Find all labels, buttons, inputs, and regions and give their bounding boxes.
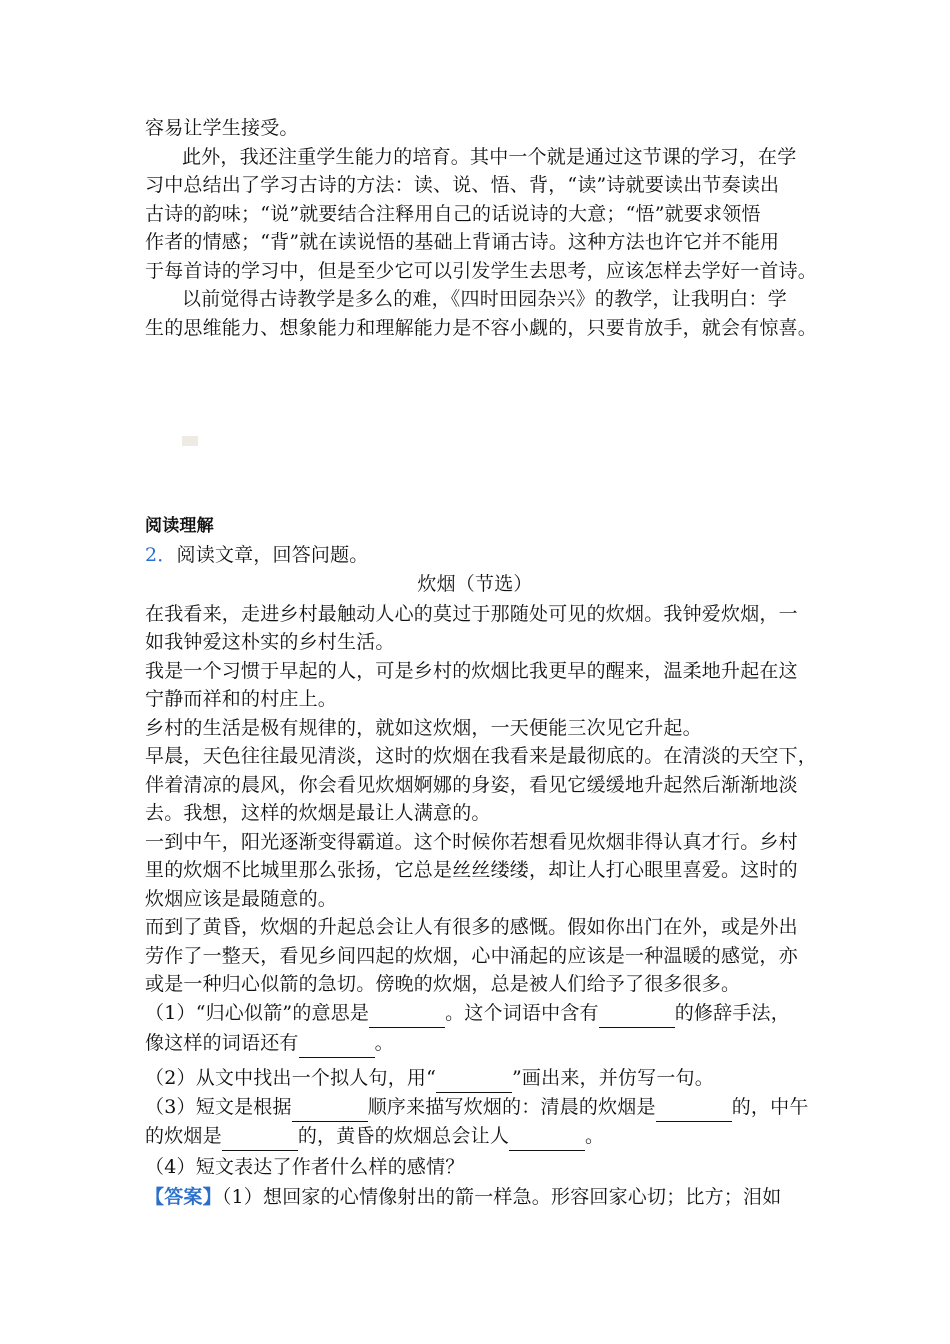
sub-question-3-line-2: [145, 1122, 604, 1151]
sub-question-1-line-1: [145, 999, 790, 1028]
paragraph-line: 容易让学生接受。: [145, 117, 299, 139]
question-text: 。: [585, 1125, 605, 1147]
paragraph-line: 以前觉得古诗教学是多么的难，《四时田园杂兴》的教学，让我明白：学: [182, 288, 787, 310]
answer-blank[interactable]: [299, 1029, 375, 1058]
article-line: 伴着清凉的晨风，你会看见炊烟婀娜的身姿，看见它缓缓地升起然后渐渐地淡: [145, 774, 798, 796]
question-text: ”画出来，并仿写一句。: [512, 1067, 714, 1089]
article-line: 我是一个习惯于早起的人，可是乡村的炊烟比我更早的醒来，温柔地升起在这: [145, 660, 798, 682]
article-line: 早晨，天色往往最见清淡，这时的炊烟在我看来是最彻底的。在清淡的天空下，: [145, 745, 818, 767]
answer-blank[interactable]: [436, 1064, 512, 1093]
article-line: 一到中午，阳光逐渐变得霸道。这个时候你若想看见炊烟非得认真才行。乡村: [145, 831, 798, 853]
sub-question-2: [145, 1064, 714, 1093]
paragraph-line: 作者的情感；“背”就在读说悟的基础上背诵古诗。这种方法也许它并不能用: [145, 231, 780, 253]
article-line: 而到了黄昏，炊烟的升起总会让人有很多的感慨。假如你出门在外，或是外出: [145, 916, 798, 938]
answer-blank[interactable]: [369, 999, 445, 1028]
question-text: 。: [374, 1032, 394, 1054]
paragraph-line: 古诗的韵味；“说”就要结合注释用自己的话说诗的大意；“悟”就要求领悟: [145, 203, 761, 225]
question-text: 的，黄昏的炊烟总会让人: [297, 1125, 510, 1147]
question-prompt: 阅读文章，回答问题。: [176, 544, 369, 566]
article-line: 宁静而祥和的村庄上。: [145, 688, 338, 710]
section-heading: 阅读理解: [145, 516, 214, 536]
article-line: 去。我想，这样的炊烟是最让人满意的。: [145, 802, 491, 824]
answer-blank[interactable]: [222, 1122, 298, 1151]
answer-blank[interactable]: [656, 1093, 732, 1122]
paragraph-line: 生的思维能力、想象能力和理解能力是不容小觑的，只要肯放手，就会有惊喜。: [145, 317, 818, 339]
answer-line: [145, 1183, 781, 1211]
paragraph-line: 习中总结出了学习古诗的方法：读、说、悟、背，“读”诗就要读出节奏读出: [145, 174, 780, 196]
paragraph-line: 此外，我还注重学生能力的培育。其中一个就是通过这节课的学习，在学: [182, 146, 797, 168]
question-text: 像这样的词语还有: [145, 1032, 299, 1054]
answer-blank[interactable]: [292, 1093, 368, 1122]
answer-tag: 【答案】: [145, 1186, 222, 1208]
article-title: 炊烟（节选）: [417, 573, 533, 595]
question-number: 2．: [145, 544, 177, 566]
article-line: 劳作了一整天，看见乡间四起的炊烟，心中涌起的应该是一种温暖的感觉，亦: [145, 945, 798, 967]
question-text: 。这个词语中含有: [445, 1002, 599, 1024]
question-text: （2）从文中找出一个拟人句，用“: [145, 1067, 437, 1089]
article-line: 在我看来，走进乡村最触动人心的莫过于那随处可见的炊烟。我钟爱炊烟，一: [145, 603, 798, 625]
sub-question-3-line-1: [145, 1093, 809, 1122]
question-header: [145, 541, 369, 569]
question-text: 的修辞手法，: [674, 1002, 790, 1024]
article-line: 或是一种归心似箭的急切。傍晚的炊烟，总是被人们给予了很多很多。: [145, 973, 741, 995]
article-line: 乡村的生活是极有规律的，就如这炊烟，一天便能三次见它升起。: [145, 717, 702, 739]
question-text: （1）“归心似箭”的意思是: [145, 1002, 370, 1024]
paragraph-line: 于每首诗的学习中，但是至少它可以引发学生去思考，应该怎样去学好一首诗。: [145, 260, 818, 282]
answer-blank[interactable]: [599, 999, 675, 1028]
question-text: 的，中午: [731, 1096, 809, 1118]
question-text: （3）短文是根据: [145, 1096, 292, 1118]
sub-question-4: （4）短文表达了作者什么样的感情？: [145, 1156, 465, 1178]
question-text: 的炊烟是: [145, 1125, 222, 1147]
article-line: 里的炊烟不比城里那么张扬，它总是丝丝缕缕，却让人打心眼里喜爱。这时的: [145, 859, 798, 881]
article-line: 炊烟应该是最随意的。: [145, 888, 338, 910]
article-line: 如我钟爱这朴实的乡村生活。: [145, 631, 395, 653]
image-artifact: [182, 436, 198, 446]
question-text: 顺序来描写炊烟的：清晨的炊烟是: [367, 1096, 656, 1118]
answer-blank[interactable]: [509, 1122, 585, 1151]
sub-question-1-line-2: [145, 1029, 394, 1058]
answer-text: （1）想回家的心情像射出的箭一样急。形容回家心切；比方；泪如: [221, 1186, 782, 1208]
